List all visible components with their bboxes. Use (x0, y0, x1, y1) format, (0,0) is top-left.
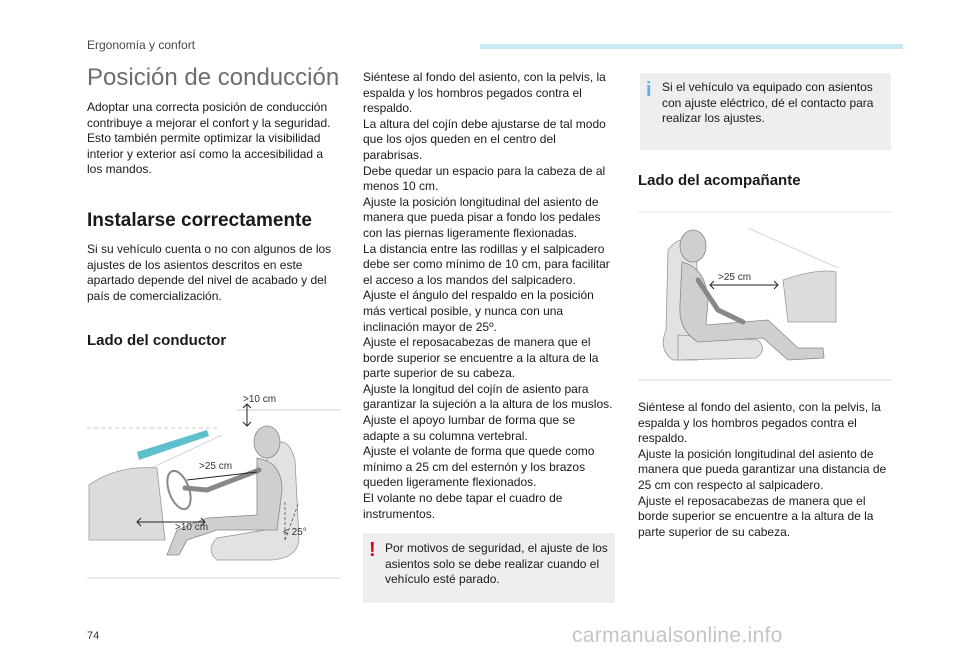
page-number: 74 (87, 630, 100, 642)
passenger-instruction: Siéntese al fondo del asiento, con la pelvis, la espalda y los hombros pegados contra el respaldo. (638, 400, 881, 446)
info-text: Si el vehículo va equipado con asientos con ajuste eléctrico, dé el contacto para realizar los ajustes. (662, 80, 874, 126)
passenger-instruction: Ajuste la posición longitudinal del asiento de manera que pueda garantizar una distancia de 25 cm con respecto al salpicadero. (638, 446, 887, 492)
driver-label-knee: >10 cm (175, 522, 209, 533)
driver-instruction: Ajuste el apoyo lumbar de forma que se adapte a su columna vertebral. (363, 413, 576, 443)
section-label: Ergonomía y confort (87, 38, 196, 52)
passenger-instruction: Ajuste el reposacabezas de manera que el borde superior se encuentre a la altura de la parte superior de su cabeza. (638, 493, 874, 539)
driver-instruction: Ajuste el ángulo del respaldo en la posición más vertical posible, y nunca con una inclinación mayor de 25º. (363, 288, 594, 334)
warning-text: Por motivos de seguridad, el ajuste de los asientos solo se debe realizar cuando el vehículo esté parado. (385, 541, 608, 587)
page-title: Posición de conducción (87, 64, 340, 91)
driver-instruction: Ajuste la longitud del cojín de asiento para garantizar la sujeción a la altura de los muslos. (363, 381, 613, 412)
driver-heading: Lado del conductor (87, 332, 227, 349)
driver-instructions (363, 70, 615, 522)
info-note (640, 73, 891, 150)
sightline-shape (137, 430, 209, 460)
driver-position-illustration (87, 390, 341, 580)
header-accent-bar (480, 44, 903, 49)
driver-instruction: La distancia entre las rodillas y el salpicadero debe ser como mínimo de 10 cm, para facilitar el acceso a los mandos del salpicadero. (363, 241, 610, 287)
passenger-position-illustration (638, 210, 892, 382)
driver-instruction: Siéntese al fondo del asiento, con la pelvis, la espalda y los hombros pegados contra el respaldo. (363, 70, 606, 116)
seat-shape (211, 442, 299, 560)
driver-head-shape (254, 426, 280, 458)
install-heading: Instalarse correctamente (87, 210, 312, 231)
passenger-heading: Lado del acompañante (638, 172, 801, 189)
install-paragraph: Si su vehículo cuenta o no con algunos de los ajustes de los asientos descritos en este apartado depende del nivel de acabado y del país de comercialización. (87, 242, 332, 303)
driver-instruction: Ajuste el reposacabezas de manera que el borde superior se encuentre a la altura de la parte superior de su cabeza. (363, 335, 599, 381)
windshield-line (748, 228, 838, 268)
watermark: carmanualsonline.info (572, 624, 783, 647)
driver-instruction: Ajuste la posición longitudinal del asiento de manera que pueda pisar a fondo los pedales con las piernas ligeramente flexionadas. (363, 194, 601, 240)
driver-instruction: Debe quedar un espacio para la cabeza de al menos 10 cm. (363, 163, 606, 194)
driver-instruction: El volante no debe tapar el cuadro de instrumentos. (363, 491, 563, 521)
passenger-instructions (638, 400, 893, 540)
dashboard-shape (89, 468, 165, 540)
intro-paragraph: Adoptar una correcta posición de conducción contribuye a mejorar el confort y la seguridad. Esto también permite optimizar la visibilidad interior y exterior así como la accesibilidad a los mandos. (87, 100, 331, 177)
driver-label-chest: >25 cm (199, 461, 233, 472)
info-icon: i (646, 79, 652, 101)
warning-note (363, 533, 615, 603)
passenger-label-distance: >25 cm (718, 272, 752, 283)
warning-icon: ! (369, 539, 376, 561)
driver-instruction: La altura del cojín debe ajustarse de tal modo que los ojos queden en el centro del parabrisas. (363, 116, 606, 162)
passenger-head-shape (680, 230, 706, 262)
driver-instruction: Ajuste el volante de forma que quede como mínimo a 25 cm del esternón y los brazos queden ligeramente flexionados. (363, 444, 595, 490)
driver-label-angle: < 25° (283, 527, 307, 538)
dashboard-shape (783, 271, 836, 322)
driver-label-head: >10 cm (243, 394, 277, 405)
